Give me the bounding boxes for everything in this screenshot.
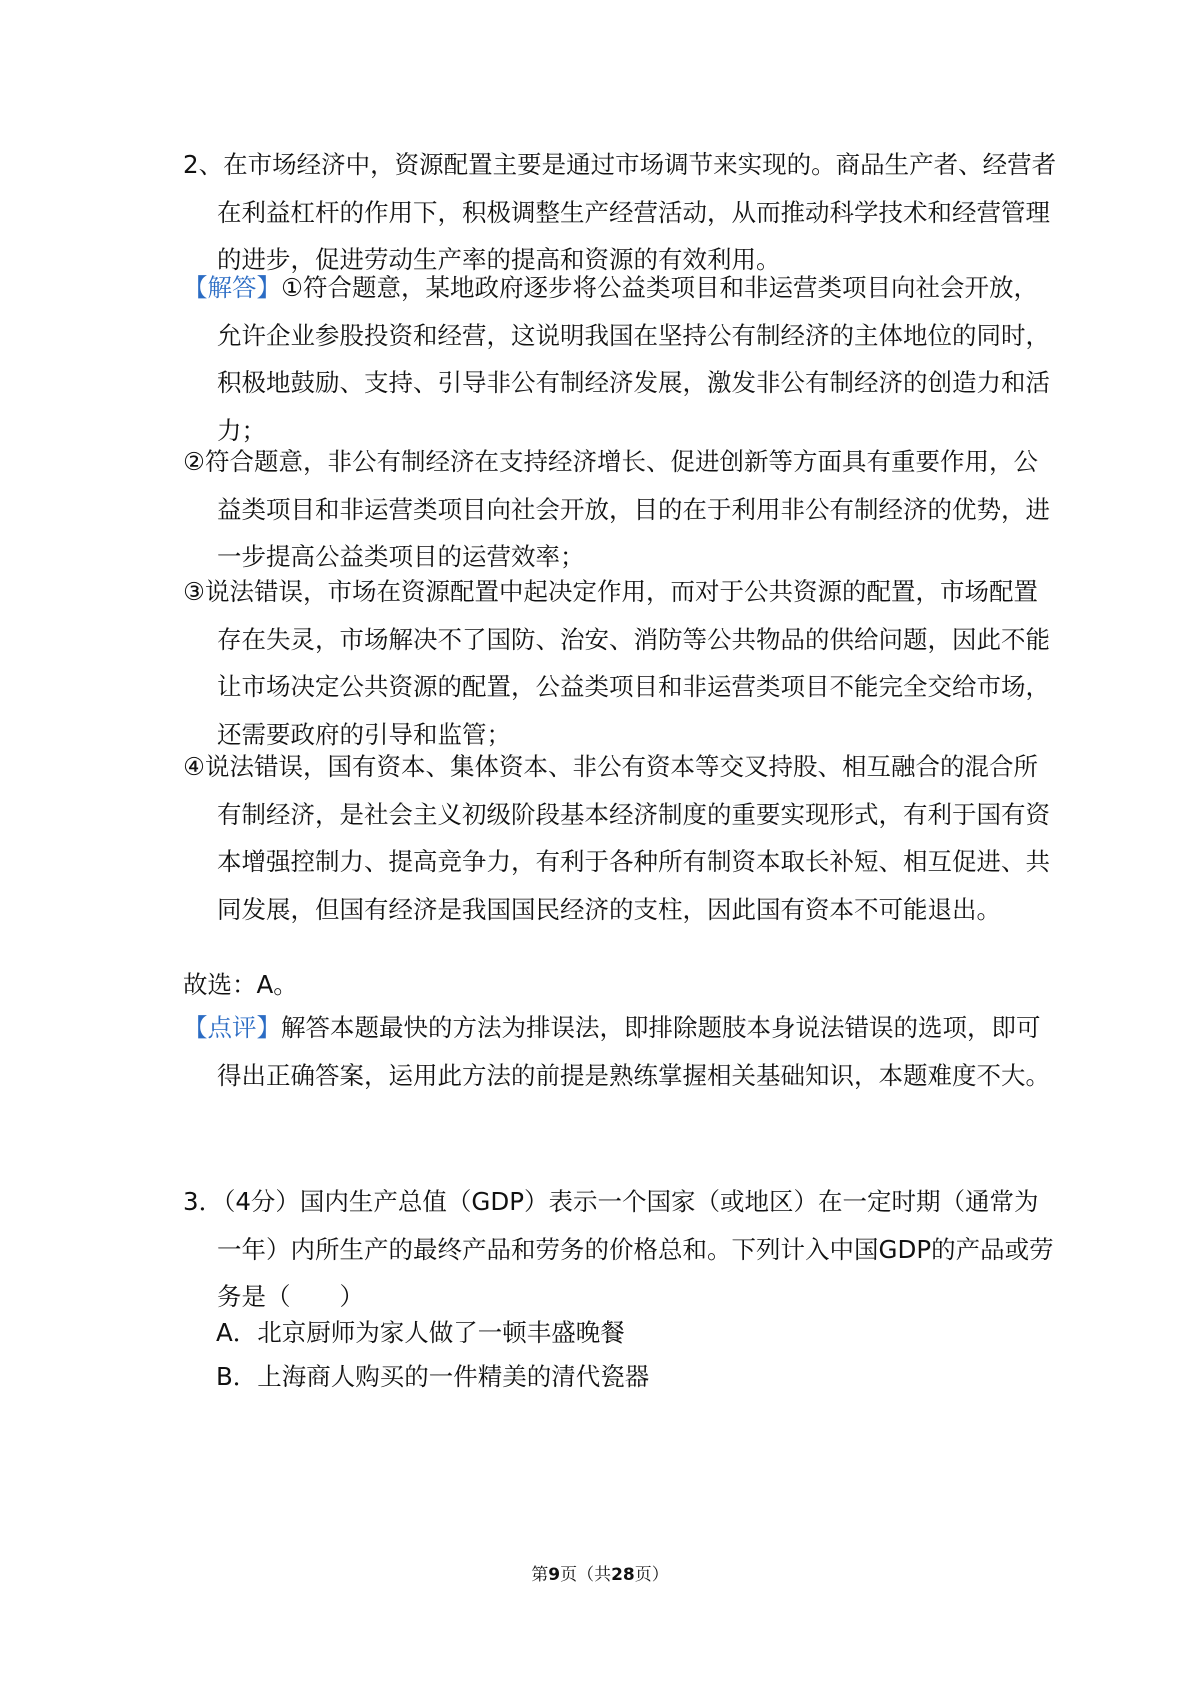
answer-item-2: ②符合题意，非公有制经济在支持经济增长、促进创新等方面具有重要作用，公益类项目和非运营类项目向社会开放，目的在于利用非公有制经济的优势，进一步提高公益类项目的运营效率；	[183, 447, 1050, 571]
page-footer	[0, 1560, 1200, 1585]
answer-item-1-text: ①符合题意，某地政府逐步将公益类项目和非运营类项目向社会开放，允许企业参股投资和经营，这说明我国在坚持公有制经济的主体地位的同时，积极地鼓励、支持、引导非公有制经济发展，激发非公有制经济的创造力和活力；	[217, 273, 1050, 445]
review-text: 解答本题最快的方法为排误法，即排除题肢本身说法错误的选项，即可得出正确答案，运用此方法的前提是熟练掌握相关基础知识，本题难度不大。	[217, 1013, 1050, 1090]
answer-choice: 故选：A。	[183, 970, 298, 999]
footer-suffix: 页）	[634, 1565, 669, 1585]
q2-analysis-paragraph: 2、在市场经济中，资源配置主要是通过市场调节来实现的。商品生产者、经营者在利益杠杆的作用下，积极调整生产经营活动，从而推动科学技术和经营管理的进步，促进劳动生产率的提高和资源的有效利用。	[183, 150, 1057, 274]
answer-item-1	[183, 264, 1059, 454]
question-3-stem: 3．（4分）国内生产总值（GDP）表示一个国家（或地区）在一定时期（通常为一年）内所生产的最终产品和劳务的价格总和。下列计入中国GDP的产品或劳务是（ ）	[183, 1187, 1054, 1311]
footer-total-pages: 28	[611, 1565, 635, 1585]
question-3-option-a: A．北京厨师为家人做了一顿丰盛晚餐	[216, 1318, 625, 1347]
review-paragraph	[183, 1004, 1059, 1099]
answer-item-3: ③说法错误，市场在资源配置中起决定作用，而对于公共资源的配置，市场配置存在失灵，市场解决不了国防、治安、消防等公共物品的供给问题，因此不能让市场决定公共资源的配置，公益类项目和非运营类项目不能完全交给市场，还需要政府的引导和监管；	[183, 577, 1050, 749]
footer-middle: 页（共	[560, 1565, 612, 1585]
question-3-option-b: B．上海商人购买的一件精美的清代瓷器	[216, 1362, 650, 1391]
footer-prefix: 第	[531, 1565, 549, 1585]
answer-tag: 【解答】	[183, 273, 281, 302]
answer-item-4: ④说法错误，国有资本、集体资本、非公有资本等交叉持股、相互融合的混合所有制经济，是社会主义初级阶段基本经济制度的重要实现形式，有利于国有资本增强控制力、提高竞争力，有利于各种所有制资本取长补短、相互促进、共同发展，但国有经济是我国国民经济的支柱，因此国有资本不可能退出。	[183, 752, 1050, 924]
footer-page-number: 9	[548, 1565, 561, 1585]
review-tag: 【点评】	[183, 1013, 281, 1042]
